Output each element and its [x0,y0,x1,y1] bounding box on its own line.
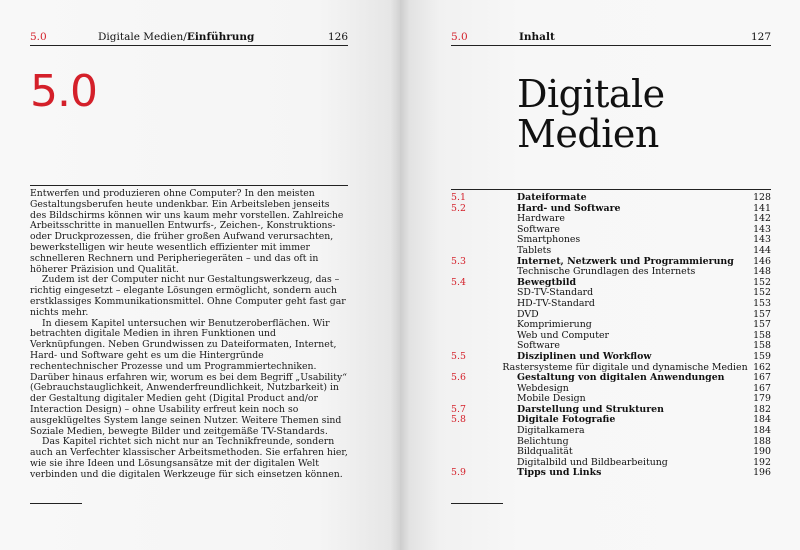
toc-entry-page: 159 [753,350,771,362]
header-section-number: 5.0 [30,31,47,43]
toc-entry-title: Smartphones [517,234,581,246]
toc-entry-title: Hard- und Software [517,202,621,214]
toc-entry-number: 5.3 [451,255,466,267]
toc-entry-page: 157 [753,319,771,331]
toc-entry-title: Webdesign [517,382,569,394]
table-of-contents [451,193,771,479]
toc-entry-title: Belichtung [517,435,569,447]
chapter-number: 5.0 [30,66,97,117]
toc-entry-number [451,426,517,437]
toc-entry-page: 184 [753,414,771,426]
running-header-left [30,29,348,45]
intro-paragraph: Entwerfen und produzieren ohne Computer? In den meisten Gestaltungsberufen heute undenkbar. Ein Arbeitsleben jenseits des Bildschirms können wir uns kaum mehr vorstellen. Zahlreiche Arbeitsschritte in manuellen Entwurfs-, Zeichen-, Konstruktions- oder Druckprozessen, die früher großen Aufwand verursachten, bewerkstelligen wir heute wesentlich effizienter mit immer schnelleren Rechnern und Peripheriegeräten – und das oft in höherer Präzision und Qualität. [30,188,344,275]
chapter-title-line: Medien [517,112,659,156]
toc-entry-number: 5.9 [451,467,466,479]
toc-entry-page: 192 [753,456,771,468]
toc-entry[interactable] [451,384,771,395]
intro-paragraph: In diesem Kapitel untersuchen wir Benutzeroberflächen. Wir betrachten digitale Medien in ihren Funktionen und Verknüpfungen. Neben Grundwissen zu Dateiformaten, Internet, Hard- und Software geht es um die Hintergründe rechentechnischer Prozesse und um Programmiertechniken. Darüber hinaus erfahren wir, worum es bei dem Begriff „Usability“ (Gebrauchstauglichkeit, Anwenderfreundlichkeit, Nutzbarkeit) in der Gestaltung digitaler Medien geht (Digital Product and/or Interaction Design) – ohne Usability erfreut kein noch so ausgeklügeltes System lange seinen Nutzer. Weitere Themen sind Soziale Medien, bewegte Bilder und zeitgemäße TV-Standards. [30,317,347,437]
toc-entry[interactable] [451,320,771,331]
toc-entry[interactable] [451,352,771,363]
toc-entry-page: 144 [753,244,771,256]
header-rule [451,45,771,46]
toc-rule [451,189,771,190]
toc-entry-number: 5.5 [451,350,466,362]
toc-entry-page: 142 [753,213,771,225]
header-page-number: 126 [327,31,348,43]
toc-entry-title: DVD [517,308,539,320]
toc-entry-number: 5.6 [451,372,466,384]
toc-entry-title: Software [517,340,560,352]
running-header-right [451,29,771,45]
toc-entry-number [451,288,517,299]
toc-entry[interactable] [451,235,771,246]
toc-entry-title: HD-TV-Standard [517,297,595,309]
toc-entry[interactable] [451,193,771,204]
toc-entry-title: Software [517,223,560,235]
toc-entry-page: 188 [753,435,771,447]
toc-entry-number [451,214,517,225]
gutter-shadow [390,0,410,550]
toc-entry[interactable] [451,267,771,278]
toc-entry-number [451,246,517,257]
toc-entry-title: Digitale Fotografie [517,414,616,426]
toc-entry-page: 141 [753,202,771,214]
toc-entry-page: 152 [753,287,771,299]
intro-rule [30,185,348,186]
toc-entry[interactable] [451,373,771,384]
header-title [98,31,328,43]
toc-entry-page: 196 [753,467,771,479]
toc-entry[interactable] [451,437,771,448]
toc-entry-title: Digitalbild und Bildbearbeitung [517,456,668,468]
toc-entry-number [451,447,517,458]
toc-entry-title: Darstellung und Strukturen [517,403,664,415]
toc-entry-title: Tipps und Links [517,467,602,479]
toc-entry-number [451,331,517,342]
intro-paragraph: Das Kapitel richtet sich nicht nur an Technikfreunde, sondern auch an Verfechter klassischer Arbeitsmethoden. Sie erfahren hier, wie sie ihre Ideen und Lösungsansätze mit der digitalen Welt verbinden und die digitalen Werkzeuge für sich einsetzen können. [30,436,348,480]
toc-entry[interactable] [451,246,771,257]
toc-entry-number [451,310,517,321]
toc-entry-page: 179 [753,393,771,405]
intro-paragraph: Zudem ist der Computer nicht nur Gestaltungswerkzeug, das – richtig eingesetzt – elegante Lösungen ermöglicht, sondern auch erstklassiges Kommunikationsmittel. Ohne Computer geht fast gar nichts mehr. [30,274,346,318]
toc-entry[interactable] [451,204,771,215]
toc-entry-page: 148 [753,266,771,278]
toc-entry[interactable] [451,426,771,437]
footer-rule [30,503,82,504]
toc-entry-title: Hardware [517,213,565,225]
toc-entry-page: 190 [753,446,771,458]
toc-entry-title: Bildqualität [517,446,573,458]
toc-entry-title: Disziplinen und Workflow [517,350,652,362]
toc-entry-title: Web und Computer [517,329,610,341]
toc-entry-page: 158 [753,329,771,341]
toc-entry-number: 5.2 [451,202,466,214]
toc-entry-page: 152 [753,276,771,288]
toc-entry-title: Tablets [517,244,552,256]
toc-entry[interactable] [451,310,771,321]
toc-entry[interactable] [451,331,771,342]
toc-entry[interactable] [451,468,771,479]
toc-entry-number [451,437,517,448]
toc-entry-page: 162 [753,361,771,373]
intro-text [30,189,348,481]
toc-entry-page: 158 [753,340,771,352]
header-section-number: 5.0 [451,31,468,43]
toc-entry-title: Rastersysteme für digitale und dynamische Medien [502,361,748,373]
toc-entry-title: Gestaltung von digitalen Anwendungen [517,372,725,384]
toc-entry-page: 167 [753,382,771,394]
toc-entry-number [451,225,517,236]
header-title-regular: Digitale Medien/ [98,31,187,43]
toc-entry-number: 5.1 [451,192,466,203]
toc-entry-title: SD-TV-Standard [517,287,594,299]
toc-entry-page: 143 [753,234,771,246]
toc-entry[interactable] [451,458,771,469]
chapter-title [517,74,665,154]
toc-entry-title: Technische Grundlagen des Internets [517,266,696,278]
toc-entry-number [451,320,517,331]
toc-entry[interactable] [451,415,771,426]
toc-entry-title: Dateiformate [517,192,587,203]
footer-rule [451,503,503,504]
toc-entry[interactable] [451,288,771,299]
toc-entry-page: 153 [753,297,771,309]
toc-entry-title: Komprimierung [517,319,592,331]
toc-entry-page: 182 [753,403,771,415]
header-page-number: 127 [750,31,771,43]
toc-entry-page: 167 [753,372,771,384]
toc-entry[interactable] [451,278,771,289]
toc-entry-number [451,235,517,246]
toc-entry-title: Bewegtbild [517,276,577,288]
toc-entry[interactable] [451,299,771,310]
toc-entry-number: 5.4 [451,276,466,288]
toc-entry-number: 5.8 [451,414,466,426]
toc-entry-title: Mobile Design [517,393,586,405]
chapter-title-line: Digitale [517,72,665,116]
header-rule [30,45,348,46]
toc-entry[interactable] [451,225,771,236]
toc-entry-title: Internet, Netzwerk und Programmierung [517,255,734,267]
header-title-bold: Einführung [186,31,255,43]
toc-entry[interactable] [451,214,771,225]
toc-entry-page: 143 [753,223,771,235]
toc-entry-page: 184 [753,425,771,437]
toc-entry-number [451,384,517,395]
header-title [519,31,751,43]
toc-entry-number [451,299,517,310]
right-page [400,0,800,550]
toc-entry-page: 128 [753,192,771,203]
toc-entry-title: Digitalkamera [517,425,585,437]
toc-entry-number: 5.7 [451,403,466,415]
toc-entry-page: 146 [753,255,771,267]
header-title-bold: Inhalt [519,31,555,43]
toc-entry-page: 157 [753,308,771,320]
